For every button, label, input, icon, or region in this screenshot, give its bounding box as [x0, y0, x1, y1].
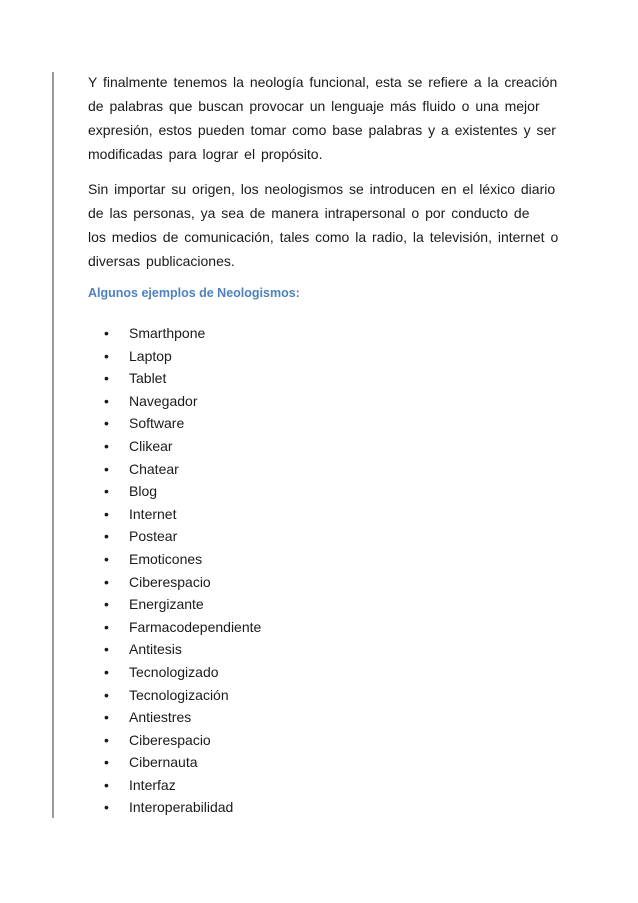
- list-item: [88, 616, 550, 639]
- bullet-dot-icon: •: [104, 505, 109, 522]
- bullet-dot-icon: •: [104, 686, 109, 703]
- bullet-dot-icon: •: [104, 731, 109, 748]
- examples-heading: Algunos ejemplos de Neologismos:: [88, 286, 300, 300]
- paragraph-neologia-funcional: [88, 70, 558, 166]
- paragraph-line: Sin importar su origen, los neologismos se introducen en el léxico diario: [88, 181, 556, 197]
- document-body: [88, 70, 559, 819]
- list-item-label: Emoticones: [129, 550, 203, 567]
- bullet-dot-icon: •: [104, 437, 109, 454]
- list-item: [88, 480, 550, 503]
- paragraph-line: de palabras que buscan provocar un lenguaje más fluido o una mejor: [88, 98, 540, 114]
- left-margin-rule: [52, 72, 54, 818]
- list-item: [88, 638, 550, 661]
- list-item-label: Ciberespacio: [129, 573, 211, 590]
- list-item-label: Tecnologización: [129, 686, 229, 703]
- list-item: [88, 751, 550, 774]
- paragraph-line: los medios de comunicación, tales como la radio, la televisión, internet o: [88, 229, 559, 245]
- paragraph-line: diversas publicaciones.: [88, 253, 235, 269]
- list-item-label: Interoperabilidad: [129, 799, 234, 816]
- bullet-dot-icon: •: [104, 663, 109, 680]
- paragraph-line: Y finalmente tenemos la neología funcional, esta se refiere a la creación: [88, 74, 558, 90]
- list-item-label: Energizante: [129, 596, 204, 613]
- list-item: [88, 774, 550, 797]
- list-item: [88, 322, 550, 345]
- bullet-dot-icon: •: [104, 415, 109, 432]
- list-item-label: Interfaz: [129, 776, 176, 793]
- bullet-dot-icon: •: [104, 550, 109, 567]
- list-item: [88, 706, 550, 729]
- bullet-dot-icon: •: [104, 754, 109, 771]
- list-item-label: Blog: [129, 483, 158, 500]
- list-item-label: Farmacodependiente: [129, 618, 262, 635]
- bullet-dot-icon: •: [104, 347, 109, 364]
- list-item-label: Laptop: [129, 347, 172, 364]
- list-item: [88, 593, 550, 616]
- list-item: [88, 458, 550, 481]
- paragraph-line: modificadas para lograr el propósito.: [88, 146, 323, 162]
- bullet-dot-icon: •: [104, 799, 109, 816]
- list-item-label: Tecnologizado: [129, 663, 219, 680]
- bullet-dot-icon: •: [104, 483, 109, 500]
- paragraph-spacer: [88, 166, 550, 177]
- list-item: [88, 729, 550, 752]
- bullet-dot-icon: •: [104, 528, 109, 545]
- list-item: [88, 548, 550, 571]
- paragraph-line: de las personas, ya sea de manera intrapersonal o por conducto de: [88, 205, 530, 221]
- list-item-label: Postear: [129, 528, 178, 545]
- bullet-dot-icon: •: [104, 641, 109, 658]
- list-item-label: Ciberespacio: [129, 731, 211, 748]
- bullet-dot-icon: •: [104, 392, 109, 409]
- list-item-label: Antitesis: [129, 641, 182, 658]
- list-item-label: Clikear: [129, 437, 173, 454]
- bullet-dot-icon: •: [104, 776, 109, 793]
- list-item: [88, 503, 550, 526]
- list-item: [88, 571, 550, 594]
- list-item: [88, 390, 550, 413]
- list-item: [88, 796, 550, 819]
- list-item-label: Internet: [129, 505, 177, 522]
- list-item: [88, 367, 550, 390]
- list-item: [88, 684, 550, 707]
- list-item: [88, 345, 550, 368]
- bullet-dot-icon: •: [104, 325, 109, 341]
- list-item: [88, 435, 550, 458]
- examples-bullet-list: [88, 322, 550, 819]
- list-item-label: Software: [129, 415, 185, 432]
- paragraph-origen: [88, 177, 559, 273]
- list-item-label: Antiestres: [129, 709, 192, 726]
- bullet-dot-icon: •: [104, 618, 109, 635]
- bullet-dot-icon: •: [104, 460, 109, 477]
- list-item: [88, 525, 550, 548]
- list-item-label: Navegador: [129, 392, 198, 409]
- list-item-label: Cibernauta: [129, 754, 198, 771]
- paragraph-line: expresión, estos pueden tomar como base palabras y a existentes y ser: [88, 122, 556, 138]
- list-item-label: Smarthpone: [129, 325, 206, 341]
- bullet-dot-icon: •: [104, 709, 109, 726]
- bullet-dot-icon: •: [104, 596, 109, 613]
- list-item: [88, 412, 550, 435]
- list-item: [88, 661, 550, 684]
- bullet-dot-icon: •: [104, 370, 109, 387]
- list-item-label: Tablet: [129, 370, 167, 387]
- list-item-label: Chatear: [129, 460, 179, 477]
- bullet-dot-icon: •: [104, 573, 109, 590]
